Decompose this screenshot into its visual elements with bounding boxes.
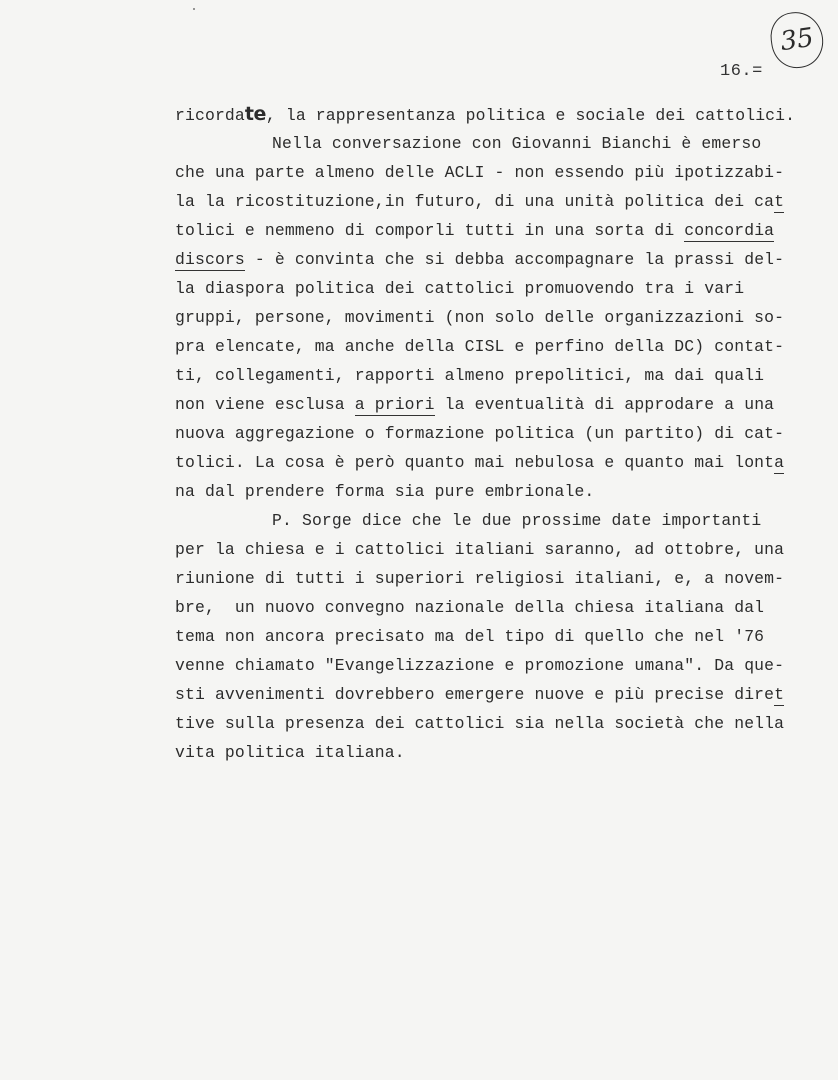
text-segment: tema non ancora precisato ma del tipo di quello che nel '76 [175,627,765,646]
body-text [175,100,795,767]
text-line [175,216,795,245]
text-line [175,709,795,738]
page-number: 16.= [720,62,763,81]
text-segment: sti avvenimenti dovrebbero emergere nuove e più precise dire [175,685,775,704]
text-segment: per la chiesa e i cattolici italiani saranno, ad ottobre, una [175,540,785,559]
text-segment: non viene esclusa [175,395,355,414]
text-line [175,129,795,158]
text-segment: , la rappresentanza politica e sociale dei cattolici. [265,106,796,125]
text-line [175,680,795,709]
text-line [175,738,795,767]
text-line [175,477,795,506]
underlined-text: a priori [354,395,435,414]
text-segment: bre, un nuovo convegno nazionale della chiesa italiana dal [175,598,765,617]
text-segment: la eventualità di approdare a una [434,395,775,414]
text-segment: pra elencate, ma anche della CISL e perfino della DC) contat- [175,337,785,356]
text-segment: tolici e nemmeno di comporli tutti in una sorta di [175,221,685,240]
text-line [175,651,795,680]
text-segment: nuova aggregazione o formazione politica (un partito) di cat- [175,424,785,443]
text-segment: ti, collegamenti, rapporti almeno prepolitici, ma dai quali [175,366,765,385]
text-line [175,332,795,361]
text-segment: vita politica italiana. [175,743,405,762]
text-line [175,274,795,303]
text-line [175,448,795,477]
underlined-text: a [774,453,785,472]
underlined-text: discors [175,250,245,269]
text-line [175,593,795,622]
text-segment: P. Sorge dice che le due prossime date importanti [272,511,762,530]
text-line [175,622,795,651]
underlined-text: t [774,192,785,211]
underlined-text: concordia [684,221,775,240]
text-segment: che una parte almeno delle ACLI - non essendo più ipotizzabi- [175,163,785,182]
text-segment: la diaspora politica dei cattolici promuovendo tra i vari [175,279,745,298]
text-line [175,506,795,535]
text-segment: tive sulla presenza dei cattolici sia nella società che nella [175,714,785,733]
text-line [175,535,795,564]
underlined-text: t [774,685,785,704]
text-line [175,303,795,332]
archive-stamp [767,9,826,72]
text-line [175,187,795,216]
text-line [175,158,795,187]
paper-speck [193,8,195,10]
text-segment: tolici. La cosa è però quanto mai nebulosa e quanto mai lont [175,453,775,472]
text-line [175,100,795,129]
handwritten-correction: te [244,103,266,125]
text-segment: gruppi, persone, movimenti (non solo delle organizzazioni so- [175,308,785,327]
text-segment: - è convinta che si debba accompagnare la prassi del- [244,250,785,269]
text-segment: riunione di tutti i superiori religiosi italiani, e, a novem- [175,569,785,588]
text-line [175,564,795,593]
text-segment: ricorda [175,106,245,125]
text-segment: na dal prendere forma sia pure embrionale. [175,482,595,501]
text-segment: la la ricostituzione,in futuro, di una unità politica dei ca [175,192,775,211]
text-line [175,390,795,419]
text-line [175,419,795,448]
archive-stamp-number: 35 [778,22,816,58]
text-segment: Nella conversazione con Giovanni Bianchi è emerso [272,134,762,153]
text-segment: venne chiamato "Evangelizzazione e promozione umana". Da que- [175,656,785,675]
text-line [175,245,795,274]
text-line [175,361,795,390]
